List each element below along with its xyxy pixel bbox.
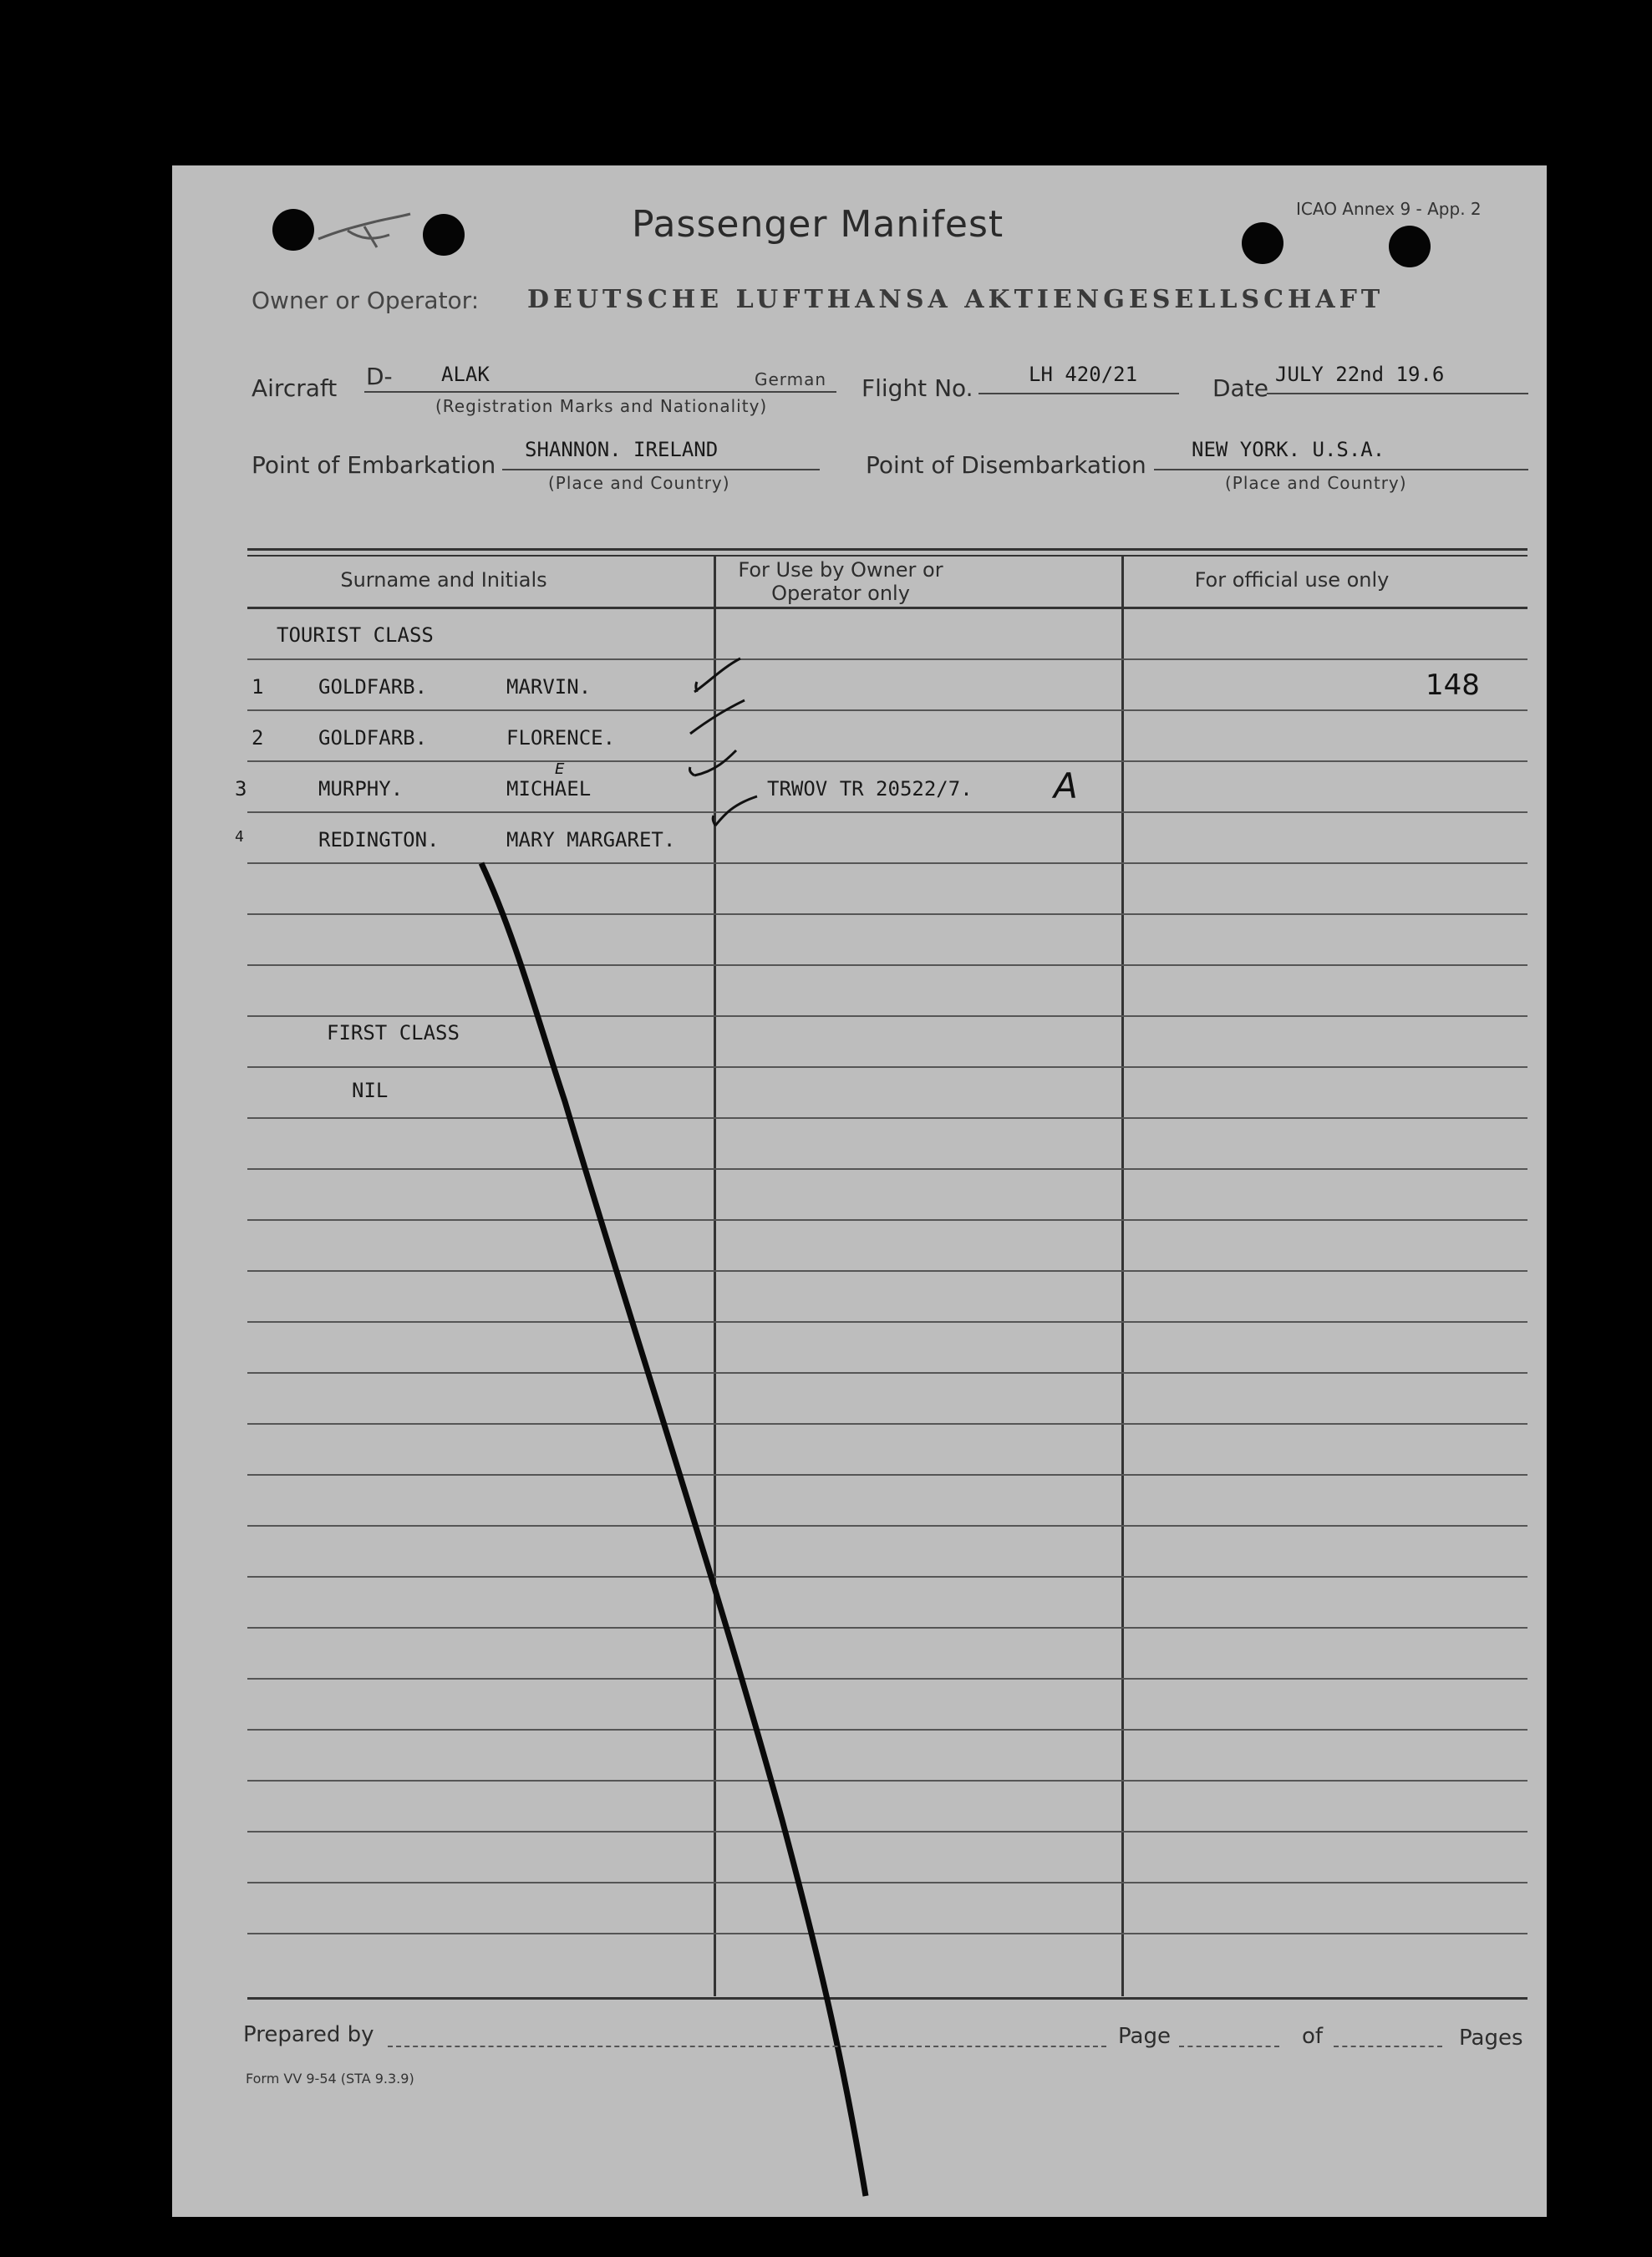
- aircraft-label: Aircraft: [252, 374, 338, 402]
- annex-reference: ICAO Annex 9 - App. 2: [1296, 199, 1482, 219]
- embarkation-underline: [502, 469, 820, 470]
- prepared-by-label: Prepared by: [243, 2022, 374, 2047]
- disembarkation-underline: [1154, 469, 1528, 470]
- punch-hole-right-2: [1389, 226, 1431, 267]
- row-line: [247, 709, 1527, 711]
- column-header-operator: For Use by Owner or Operator only: [738, 558, 943, 605]
- passenger-given-name: FLORENCE.: [506, 726, 616, 750]
- prepared-by-underline: [388, 2046, 1106, 2047]
- diagonal-strike-line: [465, 859, 899, 2204]
- punch-hole-left-1: [272, 209, 314, 251]
- passenger-surname: GOLDFARB.: [318, 675, 428, 699]
- row-line: [247, 658, 1527, 660]
- passenger-surname: GOLDFARB.: [318, 726, 428, 750]
- embarkation-label: Point of Embarkation: [252, 451, 496, 479]
- manifest-sheet: [172, 165, 1547, 2217]
- punch-hole-right-1: [1242, 222, 1283, 264]
- handwritten-mark: A: [1054, 765, 1078, 806]
- check-marks-icon: [674, 633, 774, 842]
- row-line: [247, 760, 1527, 762]
- embarkation-value: SHANNON. IRELAND: [525, 438, 719, 461]
- table-top-rule-2: [247, 555, 1527, 557]
- column-header-surname: Surname and Initials: [340, 568, 547, 592]
- passenger-given-name: MICHAEL: [506, 777, 592, 801]
- aircraft-underline: [364, 391, 836, 393]
- date-value: JULY 22nd 19.6: [1275, 363, 1445, 386]
- passenger-number: 1: [252, 675, 264, 699]
- disembarkation-value: NEW YORK. U.S.A.: [1192, 438, 1385, 461]
- first-class-label: FIRST CLASS: [327, 1021, 460, 1045]
- page-underline: [1179, 2046, 1279, 2047]
- owner-value: DEUTSCHE LUFTHANSA AKTIENGESELLSCHAFT: [527, 285, 1385, 314]
- passenger-number: 2: [252, 726, 264, 750]
- form-number: Form VV 9-54 (STA 9.3.9): [246, 2071, 414, 2087]
- official-number: 148: [1426, 668, 1480, 702]
- passenger-surname: REDINGTON.: [318, 828, 440, 851]
- punch-hole-left-2: [423, 214, 465, 256]
- first-class-value: NIL: [352, 1079, 389, 1102]
- table-top-rule: [247, 548, 1527, 551]
- column-header-official: For official use only: [1194, 568, 1390, 592]
- page-label: Page: [1118, 2024, 1171, 2049]
- tourist-class-label: TOURIST CLASS: [277, 623, 434, 647]
- passenger-given-name: MARY MARGARET.: [506, 828, 676, 851]
- flight-no-underline: [978, 393, 1179, 394]
- date-label: Date: [1212, 374, 1268, 402]
- of-underline: [1334, 2046, 1442, 2047]
- of-label: of: [1302, 2024, 1324, 2049]
- passenger-number: 3: [235, 777, 247, 801]
- row-line: [247, 607, 1527, 609]
- registration-note: (Registration Marks and Nationality): [435, 396, 768, 416]
- nationality-value: German: [755, 369, 827, 389]
- aircraft-value: ALAK: [441, 363, 490, 386]
- date-underline: [1267, 393, 1528, 394]
- owner-label: Owner or Operator:: [252, 287, 480, 314]
- passenger-given-name: MARVIN.: [506, 675, 592, 699]
- embarkation-note: (Place and Country): [548, 473, 730, 493]
- handwritten-insert-letter: E: [555, 760, 565, 778]
- manifest-title: Passenger Manifest: [632, 203, 1004, 246]
- operator-note: TRWOV TR 20522/7.: [767, 777, 973, 801]
- row-line: [247, 811, 1527, 813]
- flight-no-value: LH 420/21: [1029, 363, 1138, 386]
- disembarkation-note: (Place and Country): [1225, 473, 1407, 493]
- flight-no-label: Flight No.: [862, 374, 973, 402]
- disembarkation-label: Point of Disembarkation: [866, 451, 1146, 479]
- crane-logo-icon: [314, 206, 414, 256]
- pages-label: Pages: [1459, 2026, 1523, 2051]
- passenger-number: 4: [235, 828, 244, 846]
- passenger-surname: MURPHY.: [318, 777, 404, 801]
- aircraft-prefix: D-: [366, 363, 393, 390]
